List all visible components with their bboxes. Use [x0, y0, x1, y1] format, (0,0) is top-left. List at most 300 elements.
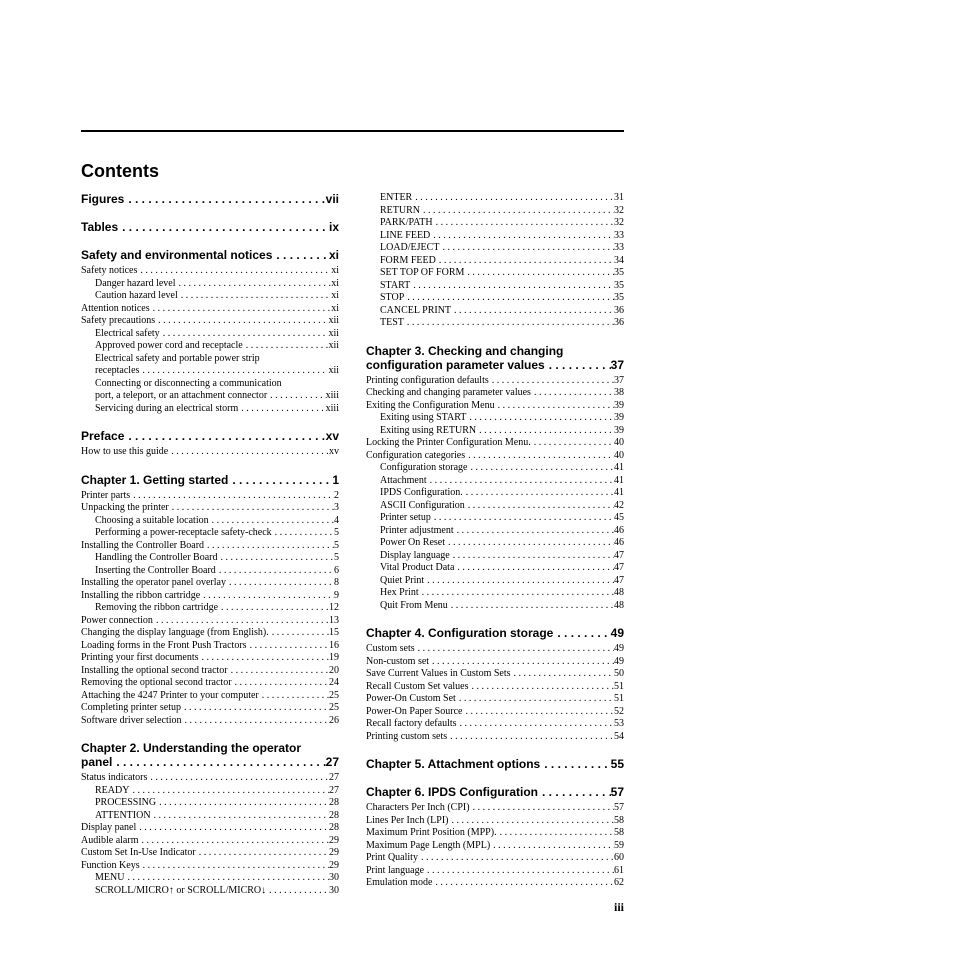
toc-entry-title: Printing custom sets — [366, 730, 448, 742]
toc-entry-link[interactable] — [366, 865, 624, 878]
dot-leader — [118, 220, 329, 234]
dot-leader — [545, 358, 611, 372]
toc-heading-title: Preface — [81, 429, 125, 443]
toc-entry-page: xii — [328, 365, 339, 376]
toc-entry-link[interactable] — [366, 587, 624, 600]
toc-entry-link[interactable] — [81, 590, 339, 603]
toc-entry-title: ENTER — [380, 192, 413, 203]
toc-entry-title: Changing the display language (from English). — [81, 627, 269, 638]
toc-entry-title: Characters Per Inch (CPI) — [366, 802, 470, 813]
toc-entry-link[interactable] — [81, 602, 339, 615]
toc-entry-title: RETURN — [380, 204, 420, 216]
toc-entry-link[interactable] — [81, 702, 339, 715]
toc-entry-link[interactable] — [81, 340, 339, 353]
toc-entry-link[interactable] — [81, 772, 339, 785]
toc-entry-page: 46 — [614, 524, 624, 536]
toc-entry-title: MENU — [95, 872, 125, 883]
toc-entry-page: xiii — [325, 390, 339, 401]
toc-entry-link[interactable] — [81, 847, 339, 860]
toc-entry-link[interactable] — [366, 462, 624, 475]
dot-leader — [269, 627, 329, 640]
toc-entry-title: Choosing a suitable location — [95, 514, 209, 526]
dot-leader — [429, 656, 614, 669]
dot-leader — [182, 715, 329, 728]
toc-heading-link[interactable] — [366, 757, 624, 771]
toc-heading-page: 57 — [610, 785, 624, 799]
dot-leader — [169, 502, 334, 515]
toc-entry-title: Danger hazard level — [95, 277, 176, 289]
toc-heading-page: 27 — [325, 755, 339, 769]
toc-entry-title: Configuration storage — [380, 462, 468, 473]
toc-entry-link[interactable] — [366, 600, 624, 613]
toc-entry-link[interactable] — [366, 305, 624, 318]
toc-entry-page: 40 — [614, 449, 624, 461]
dot-leader — [156, 797, 329, 810]
toc-entry-link[interactable] — [366, 643, 624, 656]
toc-heading-page: xi — [328, 248, 339, 262]
toc-entry-title: Approved power cord and receptacle — [95, 340, 243, 351]
toc-entry-link[interactable] — [366, 375, 624, 388]
toc-entry-title: FORM FEED — [380, 254, 436, 266]
dot-leader — [410, 280, 614, 293]
toc-entry-page: 34 — [614, 254, 624, 266]
toc-entry-link[interactable] — [81, 490, 339, 503]
toc-entry-page: 28 — [329, 822, 339, 833]
dot-leader — [150, 303, 332, 316]
dot-leader — [451, 305, 614, 318]
dot-leader — [445, 537, 614, 550]
dot-leader — [267, 390, 326, 403]
toc-entry-link[interactable] — [366, 317, 624, 330]
toc-entry-page: 20 — [329, 664, 339, 676]
toc-entry-page: 32 — [614, 217, 624, 228]
page-number: iii — [613, 900, 624, 914]
toc-entry-link[interactable] — [81, 265, 339, 278]
toc-heading-link[interactable] — [81, 429, 339, 443]
dot-leader — [431, 512, 614, 525]
toc-entry-link[interactable] — [366, 280, 624, 293]
dot-leader — [196, 847, 329, 860]
dot-leader — [204, 540, 334, 553]
toc-entry-title: Removing the ribbon cartridge — [95, 602, 219, 613]
dot-leader — [200, 590, 334, 603]
toc-entry-title: Loading forms in the Front Push Tractors — [81, 639, 247, 651]
toc-entry-link[interactable] — [366, 575, 624, 588]
dot-leader — [465, 500, 614, 513]
dot-leader — [218, 602, 329, 615]
toc-entry-link[interactable] — [366, 693, 624, 706]
dot-leader — [216, 565, 334, 578]
dot-leader — [160, 328, 329, 341]
dot-leader — [540, 757, 610, 771]
toc-entry-page: 61 — [614, 864, 624, 876]
toc-entry-page: 58 — [614, 814, 624, 826]
dot-leader — [124, 192, 325, 206]
toc-entry-title: LINE FEED — [380, 229, 431, 241]
dot-leader — [448, 600, 614, 613]
toc-entry-title: SET TOP OF FORM — [380, 267, 465, 278]
toc-entry-link[interactable] — [366, 840, 624, 853]
toc-entry-title: Printing your first documents — [81, 652, 199, 663]
toc-entry-link[interactable] — [81, 690, 339, 703]
toc-heading-page: ix — [328, 220, 339, 234]
dot-leader — [469, 681, 615, 694]
toc-entry-link[interactable] — [366, 562, 624, 575]
dot-leader — [466, 412, 614, 425]
toc-entry-link[interactable] — [81, 822, 339, 835]
dot-leader — [432, 877, 614, 890]
toc-entry-page: 57 — [614, 802, 624, 813]
toc-entry-link[interactable] — [81, 303, 339, 316]
dot-leader — [424, 575, 614, 588]
toc-entry-page: 24 — [329, 677, 339, 688]
toc-entry-title: Unpacking the printer — [81, 502, 169, 513]
dot-leader — [463, 487, 614, 500]
toc-heading-link[interactable] — [81, 192, 339, 206]
toc-entry-title: Printing configuration defaults — [366, 374, 489, 386]
toc-entry-link[interactable] — [81, 278, 339, 291]
toc-entry-link[interactable] — [81, 552, 339, 565]
dot-leader — [531, 387, 614, 400]
toc-entry-title: Display panel — [81, 822, 137, 833]
toc-entry-title: Display language — [380, 549, 450, 561]
dot-leader — [489, 375, 614, 388]
toc-entry-link[interactable] — [81, 627, 339, 640]
toc-entry-page: 36 — [614, 317, 624, 328]
toc-entry-page: 48 — [614, 587, 624, 598]
toc-entry-title: Handling the Controller Board — [95, 552, 218, 563]
toc-heading-link[interactable] — [366, 344, 624, 372]
toc-entry-link[interactable] — [81, 565, 339, 578]
toc-entry-link[interactable] — [81, 810, 339, 823]
toc-entry-title: Quiet Print — [380, 574, 425, 586]
dot-leader — [137, 265, 331, 278]
dot-leader — [153, 615, 329, 628]
toc-entry-page: 33 — [614, 229, 624, 241]
toc-entry-link[interactable] — [366, 815, 624, 828]
dot-leader — [130, 490, 334, 503]
toc-entry-link[interactable] — [81, 527, 339, 540]
toc-entry-link[interactable] — [81, 785, 339, 798]
toc-entry-page: 5 — [334, 539, 339, 551]
dot-leader — [151, 810, 329, 823]
dot-leader — [424, 865, 614, 878]
toc-entry-page: 8 — [334, 577, 339, 588]
toc-entry-title: ASCII Configuration — [380, 499, 465, 511]
dot-leader — [226, 577, 334, 590]
toc-entry-title: Safety precautions — [81, 315, 156, 326]
toc-entry-page: xi — [331, 265, 339, 276]
toc-heading-title: Chapter 6. IPDS Configuration — [366, 785, 539, 799]
toc-entry-link[interactable] — [366, 731, 624, 744]
dot-leader — [266, 885, 329, 898]
toc-entry-title: Hex Print — [380, 587, 419, 598]
toc-entry-title: READY — [95, 784, 130, 796]
dot-leader — [238, 403, 325, 416]
toc-entry-link[interactable] — [366, 475, 624, 488]
toc-entry-title: Caution hazard level — [95, 290, 178, 301]
dot-leader — [418, 852, 614, 865]
toc-entry-page: 27 — [329, 772, 339, 783]
dot-leader — [404, 317, 614, 330]
toc-entry-link[interactable] — [81, 378, 339, 403]
toc-entry-page: 4 — [334, 514, 339, 526]
toc-entry-link[interactable] — [366, 656, 624, 669]
toc-entry-link[interactable] — [81, 615, 339, 628]
toc-entry-title: Function Keys — [81, 859, 140, 871]
toc-heading-page: 55 — [610, 757, 624, 771]
toc-heading-title: Safety and environmental notices — [81, 248, 273, 262]
dot-leader — [470, 802, 614, 815]
toc-entry-page: 28 — [329, 797, 339, 808]
toc-heading-title: Chapter 5. Attachment options — [366, 757, 541, 771]
toc-entry-link[interactable] — [81, 515, 339, 528]
toc-entry-title: Custom Set In-Use Indicator — [81, 847, 196, 858]
toc-entry-page: 49 — [614, 655, 624, 667]
toc-entry-title: Audible alarm — [81, 834, 139, 846]
toc-entry-title: Lines Per Inch (LPI) — [366, 814, 449, 826]
toc-entry-link[interactable] — [81, 577, 339, 590]
toc-entry-link[interactable] — [366, 668, 624, 681]
toc-entry-link[interactable] — [81, 715, 339, 728]
toc-entry-link[interactable] — [81, 797, 339, 810]
toc-heading-page: vii — [325, 192, 339, 206]
toc-entry-link[interactable] — [81, 835, 339, 848]
toc-entry-page: 5 — [334, 527, 339, 538]
toc-heading-link[interactable] — [366, 626, 624, 640]
toc-entry-title: ATTENTION — [95, 809, 151, 821]
toc-entry-link[interactable] — [366, 706, 624, 719]
toc-entry-page: 41 — [614, 474, 624, 486]
toc-entry-title: Save Current Values in Custom Sets — [366, 668, 511, 679]
toc-entry-link[interactable] — [81, 540, 339, 553]
dot-leader — [178, 290, 331, 303]
toc-entry-link[interactable] — [366, 500, 624, 513]
toc-entry-link[interactable] — [366, 425, 624, 438]
dot-leader — [147, 772, 329, 785]
toc-entry-title: Removing the optional second tractor — [81, 677, 232, 688]
toc-entry-title: Exiting the Configuration Menu — [366, 399, 495, 411]
header-rule — [81, 130, 624, 132]
dot-leader — [228, 473, 332, 487]
toc-entry-link[interactable] — [81, 403, 339, 416]
toc-heading-link[interactable] — [81, 248, 339, 262]
toc-heading-page: 37 — [610, 357, 624, 372]
toc-entry-title: Installing the Controller Board — [81, 539, 205, 551]
toc-entry-link[interactable] — [366, 217, 624, 230]
toc-entry-link[interactable] — [81, 502, 339, 515]
toc-entry-page: 53 — [614, 718, 624, 729]
toc-entry-page: 58 — [614, 827, 624, 838]
toc-heading-title: Chapter 3. Checking and changing — [366, 343, 564, 358]
toc-heading-page: 49 — [610, 626, 624, 640]
toc-entry-title: Servicing during an electrical storm — [95, 402, 239, 414]
toc-entry-link[interactable] — [81, 677, 339, 690]
toc-entry-title: Power-On Custom Set — [366, 693, 456, 704]
dot-leader — [209, 515, 334, 528]
toc-entry-link[interactable] — [366, 267, 624, 280]
dot-leader — [124, 429, 325, 443]
toc-entry-link[interactable] — [366, 877, 624, 890]
toc-entry-link[interactable] — [366, 400, 624, 413]
toc-entry-page: 26 — [329, 714, 339, 726]
toc-entry-title: CANCEL PRINT — [380, 304, 452, 316]
toc-entry-link[interactable] — [366, 205, 624, 218]
toc-entry-page: 19 — [329, 652, 339, 663]
toc-entry-link[interactable] — [81, 872, 339, 885]
toc-entry-link[interactable] — [81, 665, 339, 678]
toc-entry-link[interactable] — [366, 827, 624, 840]
dot-leader — [140, 860, 329, 873]
toc-entry-title: Quit From Menu — [380, 599, 448, 611]
dot-leader — [465, 450, 614, 463]
toc-entry-title: Locking the Printer Configuration Menu. — [366, 437, 531, 448]
toc-heading-page: 1 — [332, 472, 339, 487]
toc-heading-page: xv — [325, 429, 339, 443]
toc-heading-link[interactable] — [81, 741, 339, 769]
toc-entry-link[interactable] — [366, 450, 624, 463]
toc-heading-link[interactable] — [366, 785, 624, 799]
toc-entry-page: 25 — [329, 689, 339, 701]
toc-entry-page: 51 — [614, 693, 624, 704]
dot-leader — [553, 626, 610, 640]
dot-leader — [454, 562, 614, 575]
toc-heading-link[interactable] — [81, 220, 339, 234]
dot-leader — [168, 446, 329, 459]
toc-entry-page: 54 — [614, 730, 624, 742]
toc-entry-title: port, a teleport, or an attachment connector — [95, 390, 268, 401]
toc-entry-link[interactable] — [366, 852, 624, 865]
toc-entry-page: 32 — [614, 204, 624, 216]
toc-entry-title: Installing the operator panel overlay — [81, 577, 226, 588]
page-title: Contents — [81, 161, 159, 181]
toc-entry-title: Power On Reset — [380, 537, 445, 548]
toc-entry-link[interactable] — [366, 412, 624, 425]
toc-entry-link[interactable] — [81, 315, 339, 328]
toc-entry-title: Electrical safety and portable power strip — [95, 352, 260, 364]
toc-entry-link[interactable] — [366, 487, 624, 500]
toc-heading-title: Chapter 1. Getting started — [81, 472, 229, 487]
toc-entry-title: Maximum Print Position (MPP). — [366, 827, 497, 838]
toc-entry-title: Electrical safety — [95, 327, 160, 339]
toc-entry-title: STOP — [380, 292, 405, 303]
toc-entry-page: xv — [329, 446, 339, 457]
toc-entry-page: xi — [331, 302, 339, 314]
toc-entry-page: 3 — [334, 502, 339, 513]
toc-column-left — [81, 192, 339, 897]
toc-entry-title: Printer parts — [81, 489, 131, 501]
toc-entry-title: Software driver selection — [81, 714, 182, 726]
dot-leader — [419, 587, 614, 600]
dot-leader — [181, 702, 329, 715]
toc-entry-link[interactable] — [81, 328, 339, 341]
toc-entry-page: 60 — [614, 852, 624, 863]
toc-entry-link[interactable] — [366, 537, 624, 550]
toc-entry-link[interactable] — [366, 255, 624, 268]
toc-entry-link[interactable] — [366, 242, 624, 255]
toc-entry-link[interactable] — [366, 525, 624, 538]
toc-entry-page: 27 — [329, 784, 339, 796]
dot-leader — [138, 835, 329, 848]
toc-entry-title: Printer setup — [380, 512, 431, 523]
dot-leader — [538, 785, 611, 799]
dot-leader — [404, 292, 614, 305]
dot-leader — [476, 425, 614, 438]
toc-entry-page: 39 — [614, 412, 624, 423]
dot-leader — [454, 525, 614, 538]
toc-entry-page: 5 — [334, 552, 339, 563]
toc-entry-title: Print language — [366, 864, 425, 876]
toc-entry-link[interactable] — [366, 292, 624, 305]
dot-leader — [448, 815, 614, 828]
dot-leader — [456, 693, 614, 706]
dot-leader — [497, 827, 614, 840]
toc-entry-link[interactable] — [366, 681, 624, 694]
toc-entry-title: Maximum Page Length (MPL) — [366, 839, 491, 851]
toc-entry-link[interactable] — [366, 387, 624, 400]
toc-entry-title: Installing the optional second tractor — [81, 664, 228, 676]
toc-entry-page: xii — [328, 327, 339, 339]
toc-entry-title: Exiting using RETURN — [380, 424, 477, 436]
dot-leader — [247, 640, 329, 653]
toc-entry-page: 47 — [614, 574, 624, 586]
toc-entry-link[interactable] — [366, 192, 624, 205]
toc-heading-title: configuration parameter values — [366, 357, 545, 372]
toc-entry-page: xi — [331, 277, 339, 289]
dot-leader — [139, 365, 328, 378]
toc-entry-page: 41 — [614, 487, 624, 498]
dot-leader — [511, 668, 614, 681]
toc-entry-title: Non-custom set — [366, 655, 430, 667]
toc-entry-link[interactable] — [81, 353, 339, 378]
dot-leader — [112, 755, 325, 769]
toc-entry-link[interactable] — [81, 652, 339, 665]
toc-entry-page: 48 — [614, 599, 624, 611]
toc-entry-page: 39 — [614, 424, 624, 436]
toc-entry-page: 47 — [614, 562, 624, 573]
toc-entry-link[interactable] — [366, 718, 624, 731]
dot-leader — [450, 550, 614, 563]
toc-entry-link[interactable] — [366, 437, 624, 450]
toc-entry-page: 50 — [614, 668, 624, 679]
toc-entry-link[interactable] — [81, 640, 339, 653]
toc-entry-page: 46 — [614, 537, 624, 548]
toc-entry-link[interactable] — [81, 860, 339, 873]
toc-entry-link[interactable] — [366, 550, 624, 563]
toc-entry-link[interactable] — [81, 446, 339, 459]
toc-entry-link[interactable] — [81, 885, 339, 898]
dot-leader — [420, 205, 614, 218]
toc-entry-page: 29 — [329, 847, 339, 858]
toc-entry-link[interactable] — [81, 290, 339, 303]
toc-entry-link[interactable] — [366, 802, 624, 815]
toc-entry-page: 35 — [614, 279, 624, 291]
toc-heading-link[interactable] — [81, 473, 339, 487]
dot-leader — [199, 652, 330, 665]
dot-leader — [436, 255, 614, 268]
toc-entry-page: 49 — [614, 643, 624, 654]
dot-leader — [155, 315, 328, 328]
toc-entry-page: 37 — [614, 374, 624, 386]
dot-leader — [531, 437, 614, 450]
toc-entry-link[interactable] — [366, 512, 624, 525]
toc-entry-title: Custom sets — [366, 643, 415, 654]
dot-leader — [243, 340, 329, 353]
toc-entry-link[interactable] — [366, 230, 624, 243]
toc-entry-page: xii — [328, 315, 339, 326]
toc-entry-page: 6 — [334, 564, 339, 576]
toc-entry-page: 42 — [614, 499, 624, 511]
